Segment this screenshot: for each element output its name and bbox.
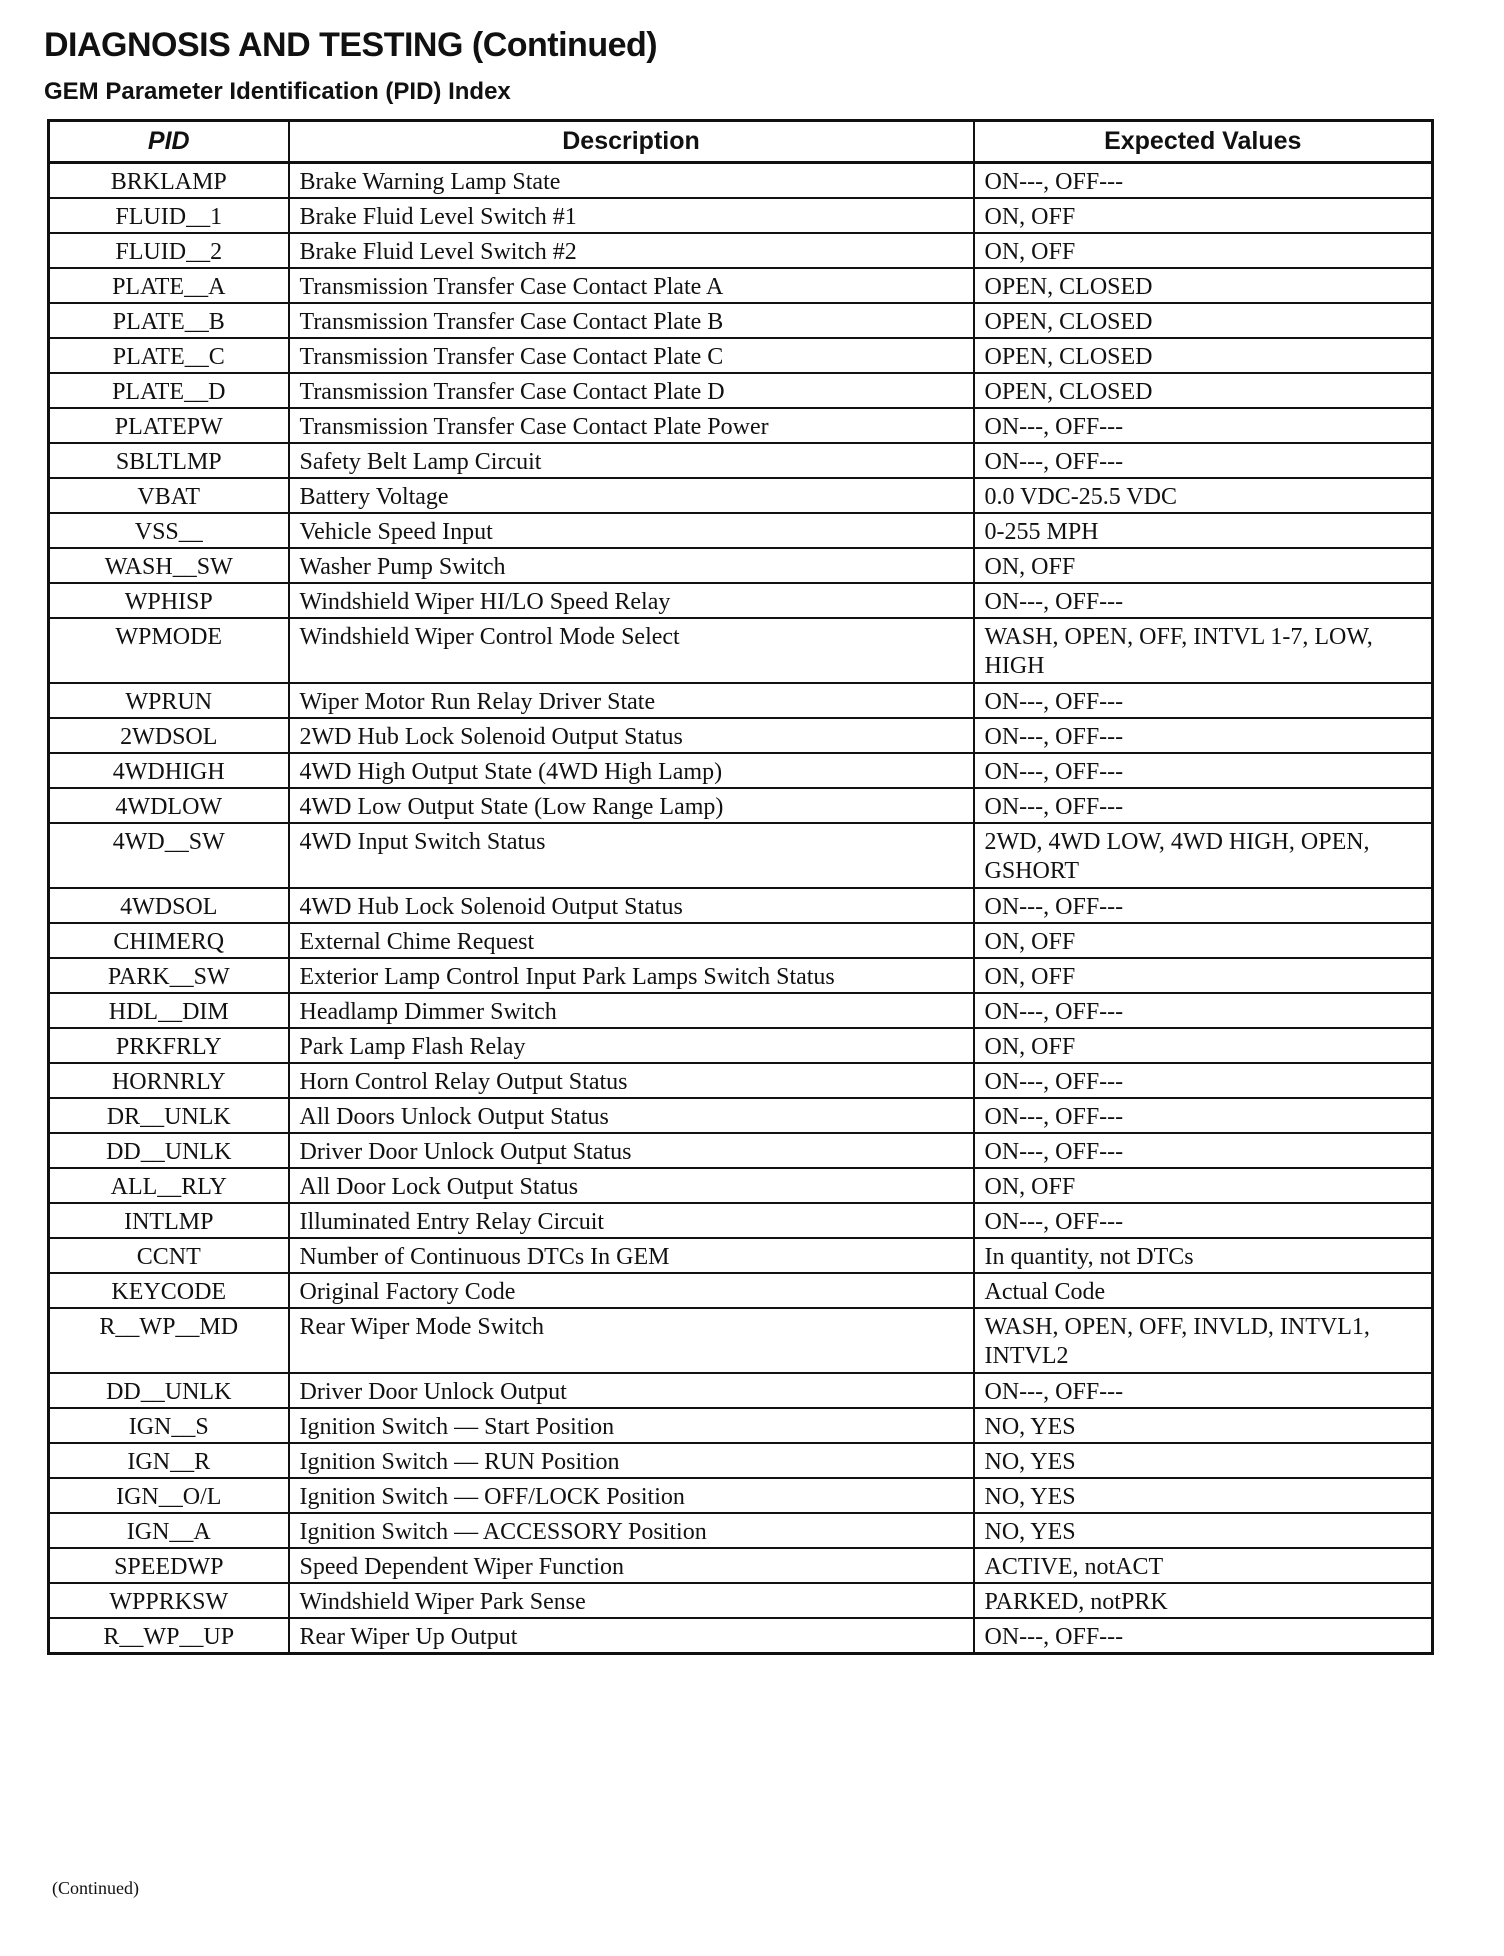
table-row	[49, 303, 1433, 338]
pid-cell: R__WP__UP	[49, 1618, 289, 1654]
expected-values-cell: WASH, OPEN, OFF, INTVL 1-7, LOW, HIGH	[974, 618, 1433, 683]
pid-cell: KEYCODE	[49, 1273, 289, 1308]
pid-cell: PLATE__A	[49, 268, 289, 303]
page-title: DIAGNOSIS AND TESTING (Continued)	[44, 26, 658, 64]
table-row	[49, 753, 1433, 788]
table-row	[49, 198, 1433, 233]
pid-cell: BRKLAMP	[49, 163, 289, 199]
table-row	[49, 268, 1433, 303]
description-cell: Driver Door Unlock Output	[289, 1373, 974, 1408]
header-pid: PID	[49, 121, 289, 163]
expected-values-cell: NO, YES	[974, 1408, 1433, 1443]
description-cell: Horn Control Relay Output Status	[289, 1063, 974, 1098]
expected-values-cell: ON---, OFF---	[974, 993, 1433, 1028]
description-cell: Ignition Switch — RUN Position	[289, 1443, 974, 1478]
expected-values-cell: ON---, OFF---	[974, 1133, 1433, 1168]
expected-values-cell: ON---, OFF---	[974, 888, 1433, 923]
pid-cell: PLATE__B	[49, 303, 289, 338]
expected-values-cell: OPEN, CLOSED	[974, 373, 1433, 408]
expected-values-cell: ON, OFF	[974, 548, 1433, 583]
table-row	[49, 1408, 1433, 1443]
description-cell: Rear Wiper Up Output	[289, 1618, 974, 1654]
description-cell: Number of Continuous DTCs In GEM	[289, 1238, 974, 1273]
expected-values-cell: ON, OFF	[974, 1168, 1433, 1203]
table-row	[49, 1063, 1433, 1098]
table-row	[49, 1373, 1433, 1408]
description-cell: Park Lamp Flash Relay	[289, 1028, 974, 1063]
description-cell: Transmission Transfer Case Contact Plate D	[289, 373, 974, 408]
expected-values-cell: OPEN, CLOSED	[974, 338, 1433, 373]
expected-values-cell: OPEN, CLOSED	[974, 303, 1433, 338]
expected-values-cell: NO, YES	[974, 1478, 1433, 1513]
table-row	[49, 1273, 1433, 1308]
description-cell: Windshield Wiper Control Mode Select	[289, 618, 974, 683]
expected-values-cell: In quantity, not DTCs	[974, 1238, 1433, 1273]
pid-cell: HORNRLY	[49, 1063, 289, 1098]
pid-cell: PLATEPW	[49, 408, 289, 443]
expected-values-cell: ON, OFF	[974, 198, 1433, 233]
description-cell: Windshield Wiper Park Sense	[289, 1583, 974, 1618]
pid-cell: FLUID__1	[49, 198, 289, 233]
table-row	[49, 1168, 1433, 1203]
pid-cell: INTLMP	[49, 1203, 289, 1238]
table-row	[49, 823, 1433, 888]
description-cell: 4WD Input Switch Status	[289, 823, 974, 888]
table-row	[49, 958, 1433, 993]
table-row	[49, 718, 1433, 753]
expected-values-cell: 2WD, 4WD LOW, 4WD HIGH, OPEN, GSHORT	[974, 823, 1433, 888]
table-row	[49, 1443, 1433, 1478]
table-row	[49, 443, 1433, 478]
expected-values-cell: ON---, OFF---	[974, 443, 1433, 478]
expected-values-cell: ON---, OFF---	[974, 753, 1433, 788]
table-row	[49, 1203, 1433, 1238]
table-row	[49, 1583, 1433, 1618]
table-row	[49, 1618, 1433, 1654]
description-cell: 2WD Hub Lock Solenoid Output Status	[289, 718, 974, 753]
table-row	[49, 583, 1433, 618]
pid-cell: 2WDSOL	[49, 718, 289, 753]
pid-cell: SBLTLMP	[49, 443, 289, 478]
description-cell: Ignition Switch — OFF/LOCK Position	[289, 1478, 974, 1513]
description-cell: Windshield Wiper HI/LO Speed Relay	[289, 583, 974, 618]
pid-cell: CHIMERQ	[49, 923, 289, 958]
expected-values-cell: ON---, OFF---	[974, 163, 1433, 199]
description-cell: Driver Door Unlock Output Status	[289, 1133, 974, 1168]
description-cell: Transmission Transfer Case Contact Plate Power	[289, 408, 974, 443]
continued-note: (Continued)	[52, 1878, 139, 1898]
description-cell: 4WD High Output State (4WD High Lamp)	[289, 753, 974, 788]
table-row	[49, 1028, 1433, 1063]
table-row	[49, 1308, 1433, 1373]
expected-values-cell: ON---, OFF---	[974, 718, 1433, 753]
description-cell: Speed Dependent Wiper Function	[289, 1548, 974, 1583]
description-cell: Brake Fluid Level Switch #2	[289, 233, 974, 268]
header-expected-values: Expected Values	[974, 121, 1433, 163]
pid-cell: WPPRKSW	[49, 1583, 289, 1618]
description-cell: Illuminated Entry Relay Circuit	[289, 1203, 974, 1238]
pid-cell: PARK__SW	[49, 958, 289, 993]
expected-values-cell: OPEN, CLOSED	[974, 268, 1433, 303]
expected-values-cell: WASH, OPEN, OFF, INVLD, INTVL1, INTVL2	[974, 1308, 1433, 1373]
pid-cell: WPHISP	[49, 583, 289, 618]
description-cell: Rear Wiper Mode Switch	[289, 1308, 974, 1373]
pid-cell: R__WP__MD	[49, 1308, 289, 1373]
table-row	[49, 1238, 1433, 1273]
expected-values-cell: ON---, OFF---	[974, 1373, 1433, 1408]
expected-values-cell: ON---, OFF---	[974, 683, 1433, 718]
pid-cell: DD__UNLK	[49, 1133, 289, 1168]
description-cell: Ignition Switch — ACCESSORY Position	[289, 1513, 974, 1548]
table-row	[49, 233, 1433, 268]
header-description: Description	[289, 121, 974, 163]
pid-cell: IGN__S	[49, 1408, 289, 1443]
description-cell: Transmission Transfer Case Contact Plate B	[289, 303, 974, 338]
expected-values-cell: ON---, OFF---	[974, 788, 1433, 823]
pid-cell: IGN__A	[49, 1513, 289, 1548]
expected-values-cell: NO, YES	[974, 1513, 1433, 1548]
pid-cell: WPMODE	[49, 618, 289, 683]
description-cell: Original Factory Code	[289, 1273, 974, 1308]
expected-values-cell: PARKED, notPRK	[974, 1583, 1433, 1618]
description-cell: Battery Voltage	[289, 478, 974, 513]
table-row	[49, 513, 1433, 548]
expected-values-cell: Actual Code	[974, 1273, 1433, 1308]
expected-values-cell: 0-255 MPH	[974, 513, 1433, 548]
pid-cell: WPRUN	[49, 683, 289, 718]
expected-values-cell: ON---, OFF---	[974, 1098, 1433, 1133]
expected-values-cell: ON, OFF	[974, 923, 1433, 958]
table-row	[49, 1548, 1433, 1583]
table-title: GEM Parameter Identification (PID) Index	[44, 78, 511, 105]
description-cell: Brake Warning Lamp State	[289, 163, 974, 199]
pid-cell: CCNT	[49, 1238, 289, 1273]
description-cell: All Door Lock Output Status	[289, 1168, 974, 1203]
table-row	[49, 163, 1433, 199]
description-cell: Ignition Switch — Start Position	[289, 1408, 974, 1443]
expected-values-cell: ON---, OFF---	[974, 1063, 1433, 1098]
expected-values-cell: ON, OFF	[974, 958, 1433, 993]
expected-values-cell: 0.0 VDC-25.5 VDC	[974, 478, 1433, 513]
pid-cell: HDL__DIM	[49, 993, 289, 1028]
pid-cell: VBAT	[49, 478, 289, 513]
pid-cell: IGN__O/L	[49, 1478, 289, 1513]
description-cell: 4WD Hub Lock Solenoid Output Status	[289, 888, 974, 923]
description-cell: Exterior Lamp Control Input Park Lamps Switch Status	[289, 958, 974, 993]
description-cell: All Doors Unlock Output Status	[289, 1098, 974, 1133]
expected-values-cell: ON---, OFF---	[974, 583, 1433, 618]
expected-values-cell: ON---, OFF---	[974, 1618, 1433, 1654]
table-row	[49, 338, 1433, 373]
expected-values-cell: ON---, OFF---	[974, 1203, 1433, 1238]
pid-cell: 4WD__SW	[49, 823, 289, 888]
table-header-row	[49, 121, 1433, 163]
pid-cell: DR__UNLK	[49, 1098, 289, 1133]
expected-values-cell: ON, OFF	[974, 233, 1433, 268]
description-cell: Wiper Motor Run Relay Driver State	[289, 683, 974, 718]
pid-cell: 4WDLOW	[49, 788, 289, 823]
description-cell: Brake Fluid Level Switch #1	[289, 198, 974, 233]
pid-cell: PLATE__D	[49, 373, 289, 408]
description-cell: Vehicle Speed Input	[289, 513, 974, 548]
description-cell: Headlamp Dimmer Switch	[289, 993, 974, 1028]
pid-cell: VSS__	[49, 513, 289, 548]
description-cell: Transmission Transfer Case Contact Plate C	[289, 338, 974, 373]
table-row	[49, 373, 1433, 408]
description-cell: Washer Pump Switch	[289, 548, 974, 583]
table-body	[49, 163, 1433, 1654]
expected-values-cell: ON, OFF	[974, 1028, 1433, 1063]
table-row	[49, 1478, 1433, 1513]
pid-cell: WASH__SW	[49, 548, 289, 583]
table-row	[49, 548, 1433, 583]
pid-cell: PLATE__C	[49, 338, 289, 373]
pid-cell: 4WDSOL	[49, 888, 289, 923]
table-row	[49, 618, 1433, 683]
expected-values-cell: ACTIVE, notACT	[974, 1548, 1433, 1583]
table-row	[49, 683, 1433, 718]
table-row	[49, 478, 1433, 513]
table-row	[49, 408, 1433, 443]
pid-cell: SPEEDWP	[49, 1548, 289, 1583]
pid-cell: IGN__R	[49, 1443, 289, 1478]
pid-cell: PRKFRLY	[49, 1028, 289, 1063]
description-cell: Safety Belt Lamp Circuit	[289, 443, 974, 478]
table-row	[49, 923, 1433, 958]
expected-values-cell: ON---, OFF---	[974, 408, 1433, 443]
table-row	[49, 1098, 1433, 1133]
pid-cell: DD__UNLK	[49, 1373, 289, 1408]
table-row	[49, 888, 1433, 923]
table-row	[49, 1133, 1433, 1168]
pid-cell: ALL__RLY	[49, 1168, 289, 1203]
description-cell: 4WD Low Output State (Low Range Lamp)	[289, 788, 974, 823]
pid-cell: FLUID__2	[49, 233, 289, 268]
table-row	[49, 993, 1433, 1028]
pid-index-table	[47, 119, 1434, 1655]
pid-cell: 4WDHIGH	[49, 753, 289, 788]
table-row	[49, 1513, 1433, 1548]
expected-values-cell: NO, YES	[974, 1443, 1433, 1478]
description-cell: Transmission Transfer Case Contact Plate A	[289, 268, 974, 303]
description-cell: External Chime Request	[289, 923, 974, 958]
table-row	[49, 788, 1433, 823]
